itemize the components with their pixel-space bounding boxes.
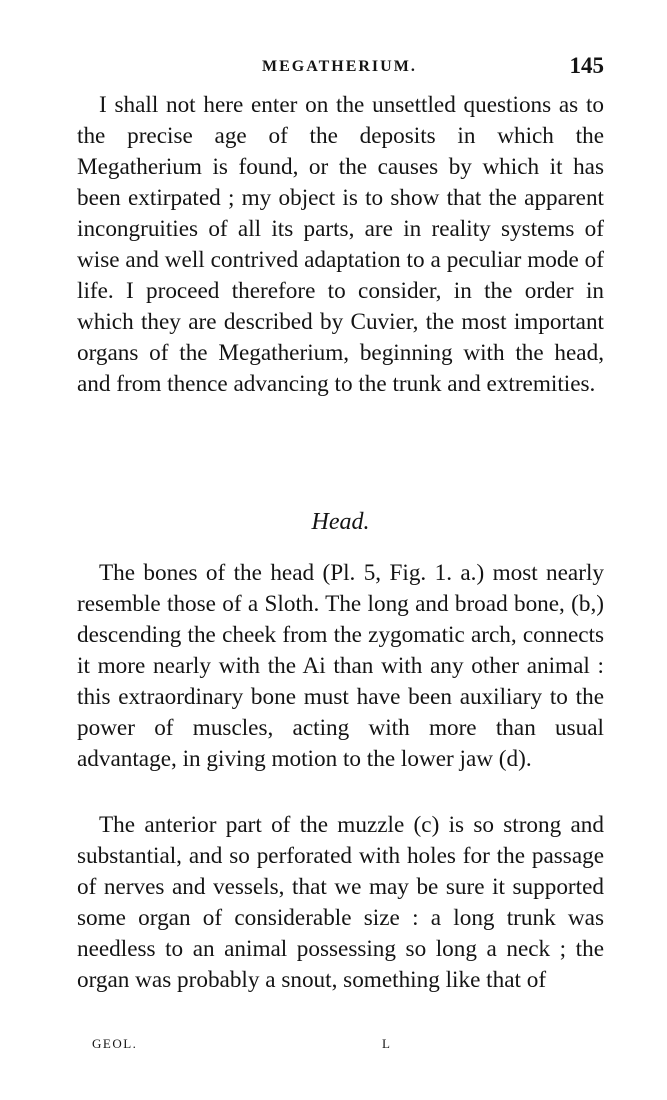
running-title: MEGATHERIUM. xyxy=(262,58,417,75)
running-head xyxy=(77,52,604,86)
page-number: 145 xyxy=(569,53,604,78)
paragraph-bones-of-head: The bones of the head (Pl. 5, Fig. 1. a.) most nearly resemble those of a Sloth. The long and broad bone, (b,) descending the cheek from the zygomatic arch, connects it more nearly with the Ai than with any other animal : this extraordinary bone must have been auxiliary to the power of muscles, acting with more than usual advantage, in giving motion to the lower jaw (d). xyxy=(77,560,604,772)
paragraph-anterior-muzzle: The anterior part of the muzzle (c) is so strong and substantial, and so perforated with holes for the passage of nerves and vessels, that we may be sure it supported some organ of considerable size : a long trunk was needless to an animal possessing so long a neck ; the organ was probably a snout, something like that of xyxy=(77,812,604,993)
body-text-block xyxy=(77,558,604,775)
body-text-block xyxy=(77,810,604,996)
section-heading-head: Head. xyxy=(311,509,370,535)
signature-mark: L xyxy=(382,1036,390,1051)
paragraph-unsettled-questions: I shall not here enter on the unsettled questions as to the precise age of the deposits in which the Megatherium is found, or the causes by which it has been extirpated ; my object is to show that the apparent incongruities of all its parts, are in reality systems of wise and well contrived adaptation to a peculiar mode of life. I proceed therefore to consider, in the order in which they are described by Cuvier, the most important organs of the Megatherium, beginning with the head, and from thence advancing to the trunk and extremities. xyxy=(77,92,604,397)
body-text-block xyxy=(77,90,604,400)
printer-signature: GEOL. xyxy=(92,1036,138,1051)
